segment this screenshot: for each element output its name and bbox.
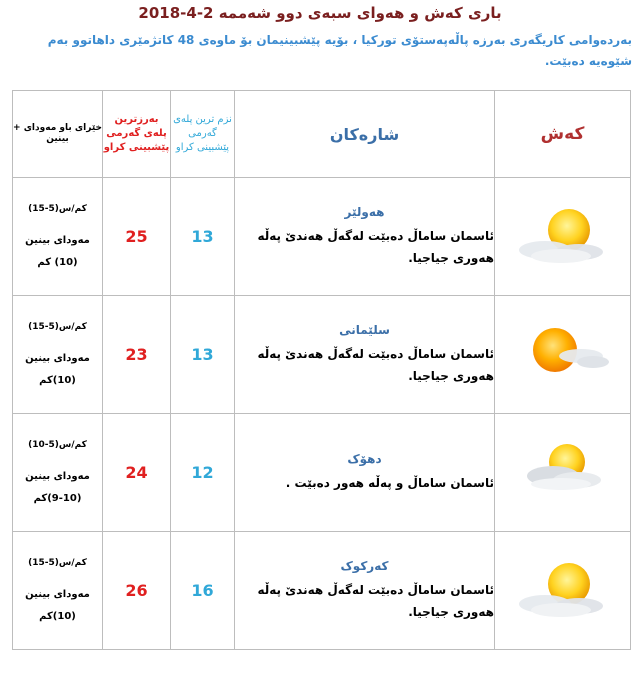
visibility: مەودای بینین (10) کم — [25, 234, 90, 268]
wind-speed: (10-5)کم/س — [28, 439, 87, 450]
visibility: مەودای بینین (10)کم — [25, 588, 90, 622]
weather-icon-cell — [495, 532, 631, 650]
min-temp: 12 — [171, 414, 235, 532]
city-name: کەرکوک — [340, 558, 389, 573]
city-forecast — [235, 178, 495, 296]
visibility: مەودای بینین (10-9)کم — [25, 470, 90, 504]
forecast-text: ئاسمان ساماڵ و پەڵە هەور دەبێت . — [285, 475, 494, 490]
min-temp: 16 — [171, 532, 235, 650]
header-max-temp: بەرزترین پلەی گەرمی پێشبینی کراو — [103, 91, 171, 178]
partly-cloudy-icon — [515, 436, 611, 506]
sun-behind-cloud-icon — [515, 554, 611, 624]
header-wind-visibility: + خێرای باو مەودای بینین — [13, 91, 103, 178]
header-min-temp: نزم ترین پلەی گەرمی پێشبینی کراو — [171, 91, 235, 178]
sun-behind-cloud-icon — [515, 200, 611, 270]
page-title: باری کەش و هەوای سبەی دوو شەممە 2-4-2018 — [138, 4, 502, 22]
max-temp: 24 — [103, 414, 171, 532]
max-temp: 26 — [103, 532, 171, 650]
min-temp: 13 — [171, 178, 235, 296]
table-row — [13, 178, 631, 296]
wind-speed: (15-5)کم/س — [28, 203, 87, 214]
visibility: مەودای بینین (10)کم — [25, 352, 90, 386]
wind-speed: (15-5)کم/س — [28, 557, 87, 568]
table-header-row — [13, 91, 631, 178]
header-cities: شارەکان — [235, 91, 495, 178]
wind-cell — [13, 414, 103, 532]
max-temp: 25 — [103, 178, 171, 296]
city-forecast — [235, 532, 495, 650]
city-name: دهۆک — [347, 451, 382, 466]
wind-cell — [13, 296, 103, 414]
min-temp: 13 — [171, 296, 235, 414]
table-row — [13, 296, 631, 414]
city-forecast — [235, 296, 495, 414]
forecast-text: ئاسمان ساماڵ دەبێت لەگەڵ هەندێ پەڵە هەوری جیاجیا. — [257, 582, 494, 619]
wind-cell — [13, 178, 103, 296]
wind-cell — [13, 532, 103, 650]
city-name: هەولێر — [344, 204, 385, 219]
forecast-text: ئاسمان ساماڵ دەبێت لەگەڵ هەندێ پەڵە هەوری جیاجیا. — [257, 346, 494, 383]
forecast-text: ئاسمان ساماڵ دەبێت لەگەڵ هەندێ پەڵە هەوری جیاجیا. — [257, 228, 494, 265]
table-row — [13, 532, 631, 650]
forecast-intro: بەردەوامی کاریگەری بەرزە پاڵەپەستۆی تورکیا ، بۆیە پێشبینیمان بۆ ماوەی 48 کاتژمێری داهاتوو بەم شێوەیە دەبێت. — [47, 33, 632, 68]
city-forecast — [235, 414, 495, 532]
table-row — [13, 414, 631, 532]
sun-with-cloud-icon — [515, 318, 611, 388]
header-weather: کەش — [495, 91, 631, 178]
weather-icon-cell — [495, 178, 631, 296]
forecast-table — [12, 90, 631, 650]
weather-icon-cell — [495, 414, 631, 532]
max-temp: 23 — [103, 296, 171, 414]
wind-speed: (15-5)کم/س — [28, 321, 87, 332]
city-name: سلێمانی — [339, 322, 390, 337]
weather-icon-cell — [495, 296, 631, 414]
